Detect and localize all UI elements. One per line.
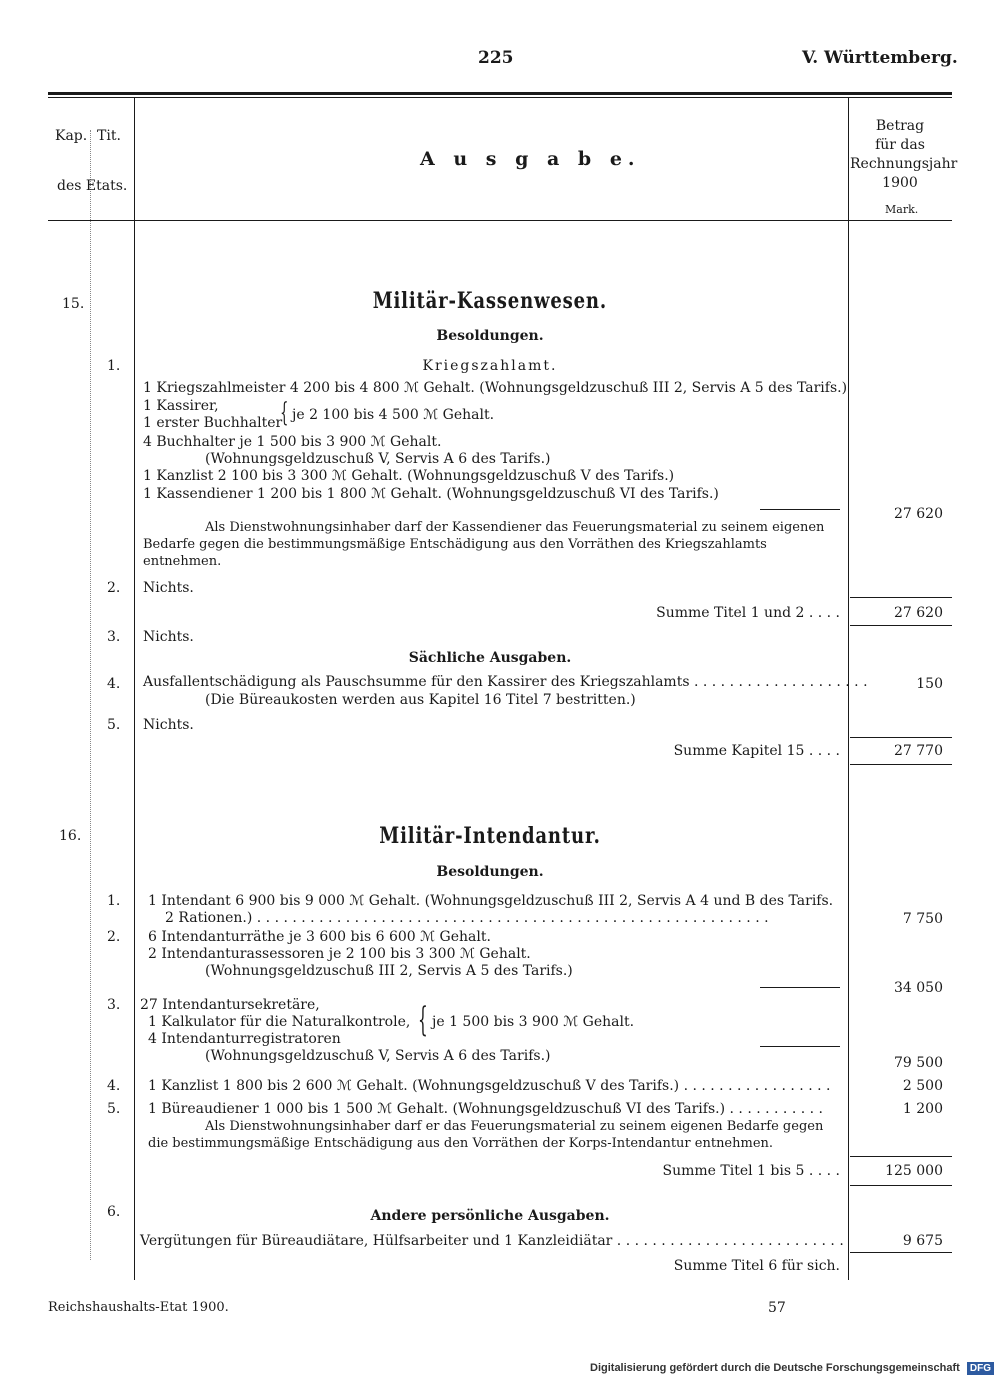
kap15-t4-amount: 150 xyxy=(916,676,943,692)
footer-page-number: 57 xyxy=(768,1300,786,1316)
kap16-t3-amount: 79 500 xyxy=(894,1055,943,1071)
kap15-subtitle: Besoldungen. xyxy=(436,328,544,344)
kap16-t2-line1: 6 Intendanturräthe je 3 600 bis 6 600 ℳ Gehalt. xyxy=(148,929,491,945)
brace-icon: { xyxy=(417,1000,428,1040)
kap16-t1-number: 1. xyxy=(107,893,121,909)
kap15-t1-number: 1. xyxy=(107,358,121,374)
section-title: V. Württemberg. xyxy=(802,48,958,68)
kap15-line-wohnungsgeld: (Wohnungsgeldzuschuß V, Servis A 6 des Tarifs.) xyxy=(205,451,551,467)
kap16-t3-line4: (Wohnungsgeldzuschuß V, Servis A 6 des Tarifs.) xyxy=(205,1048,551,1064)
kap16-t1-line1: 1 Intendant 6 900 bis 9 000 ℳ Gehalt. (Wohnungsgeldzuschuß III 2, Servis A 4 und B des Tarifs. xyxy=(148,893,834,909)
kap15-title: Militär-Kassenwesen. xyxy=(372,288,608,314)
kap16-t3-line1: 27 Intendantursekretäre, xyxy=(140,997,320,1013)
kap15-t2-text: Nichts. xyxy=(143,580,194,596)
kap16-sum6-label: Summe Titel 6 für sich. xyxy=(673,1258,840,1274)
kap15-sach-heading: Sächliche Ausgaben. xyxy=(408,650,572,666)
top-rule-thin xyxy=(48,97,952,98)
kap15-note-line1: Als Dienstwohnungsinhaber darf der Kassendiener das Feuerungsmaterial zu seinem eigenen xyxy=(205,520,825,535)
footer-left: Reichshaushalts-Etat 1900. xyxy=(48,1300,229,1315)
kap16-t6-text: Vergütungen für Büreaudiätare, Hülfsarbeiter und 1 Kanzleidiätar . . . . . . . . . . . . . . . . . . . . . . . . . . xyxy=(140,1233,844,1249)
kap16-t5-text: 1 Büreaudiener 1 000 bis 1 500 ℳ Gehalt. (Wohnungsgeldzuschuß VI des Tarifs.) . . . . . . . . . . . xyxy=(148,1101,823,1117)
kap16-number: 16. xyxy=(59,828,82,844)
sum-rule xyxy=(850,625,952,626)
kap16-sum15-amount: 125 000 xyxy=(885,1163,943,1179)
kap15-title-wrap xyxy=(340,288,640,314)
heading-ausgabe: A u s g a b e. xyxy=(420,148,641,170)
sum-rule xyxy=(850,597,952,598)
kap15-t5-number: 5. xyxy=(107,717,121,733)
kap16-t2-number: 2. xyxy=(107,929,121,945)
subtotal-rule xyxy=(760,987,840,988)
dfg-logo: DFG xyxy=(967,1362,994,1375)
header-kap: Kap. xyxy=(55,128,88,144)
header-des-etats: des Etats. xyxy=(57,178,128,194)
kap15-t4-note: (Die Büreaukosten werden aus Kapitel 16 Titel 7 bestritten.) xyxy=(205,692,636,708)
kap15-number: 15. xyxy=(62,296,85,312)
sum-rule xyxy=(850,1252,952,1253)
kap15-note-line2: Bedarfe gegen die bestimmungsmäßige Entschädigung aus den Vorräthen des Kriegszahlamts xyxy=(143,537,767,552)
kap15-line-buchhalter-erster: 1 erster Buchhalter xyxy=(143,415,283,431)
kap16-title: Militär-Intendantur. xyxy=(379,823,601,849)
kap15-sum12-label: Summe Titel 1 und 2 . . . . xyxy=(656,605,840,621)
kap16-t2-amount: 34 050 xyxy=(894,980,943,996)
kap15-sum-label: Summe Kapitel 15 . . . . xyxy=(673,743,840,759)
kap16-t3-number: 3. xyxy=(107,997,121,1013)
kap16-t6-number: 6. xyxy=(107,1204,121,1220)
digitization-text: Digitalisierung gefördert durch die Deutsche Forschungsgemeinschaft xyxy=(590,1362,960,1374)
kap15-sum12-amount: 27 620 xyxy=(894,605,943,621)
kap15-t5-text: Nichts. xyxy=(143,717,194,733)
digitization-note xyxy=(590,1362,994,1375)
kap16-t4-text: 1 Kanzlist 1 800 bis 2 600 ℳ Gehalt. (Wohnungsgeldzuschuß V des Tarifs.) . . . . . . . . . . . . . . . . . xyxy=(148,1078,831,1094)
kap16-t5-note1: Als Dienstwohnungsinhaber darf er das Feuerungsmaterial zu seinem eigenen Bedarfe gegen xyxy=(205,1119,824,1134)
kap16-t5-amount: 1 200 xyxy=(902,1101,943,1117)
kap16-t3-line3: 4 Intendanturregistratoren xyxy=(148,1031,341,1047)
kap15-line-kriegszahlmeister: 1 Kriegszahlmeister 4 200 bis 4 800 ℳ Gehalt. (Wohnungsgeldzuschuß III 2, Servis A 5 des Tarifs.) xyxy=(143,380,848,396)
kap15-t3-text: Nichts. xyxy=(143,629,194,645)
kap15-t1-amount: 27 620 xyxy=(894,506,943,522)
betrag-line2: für das xyxy=(875,137,925,153)
kap16-t2-line3: (Wohnungsgeldzuschuß III 2, Servis A 5 des Tarifs.) xyxy=(205,963,573,979)
kap16-t4-amount: 2 500 xyxy=(902,1078,943,1094)
kap16-t2-line2: 2 Intendanturassessoren je 2 100 bis 3 300 ℳ Gehalt. xyxy=(148,946,531,962)
subtotal-rule xyxy=(760,1046,840,1047)
kap15-t4-number: 4. xyxy=(107,676,121,692)
brace-icon: { xyxy=(280,398,289,428)
sum-rule xyxy=(850,1156,952,1157)
top-rule-thick xyxy=(48,92,952,95)
betrag-year: 1900 xyxy=(882,175,918,191)
kap15-line-buchhalter: 4 Buchhalter je 1 500 bis 3 900 ℳ Gehalt. xyxy=(143,434,442,450)
sum-rule xyxy=(850,1185,952,1186)
kap15-sum-amount: 27 770 xyxy=(894,743,943,759)
kap15-t1-heading: Kriegszahlamt. xyxy=(422,358,558,374)
betrag-line1: Betrag xyxy=(875,118,925,134)
column-divider-left xyxy=(134,97,135,1280)
subtotal-rule xyxy=(760,509,840,510)
column-divider-kap-tit xyxy=(90,130,91,1260)
kap16-subtitle: Besoldungen. xyxy=(436,864,544,880)
betrag-line3: Rechnungsjahr xyxy=(850,156,958,172)
kap16-t4-number: 4. xyxy=(107,1078,121,1094)
sum-rule xyxy=(850,737,952,738)
page-number: 225 xyxy=(478,48,514,68)
kap16-t6-amount: 9 675 xyxy=(902,1233,943,1249)
kap15-note-line3: entnehmen. xyxy=(143,554,222,569)
kap16-t3-line2: 1 Kalkulator für die Naturalkontrole, xyxy=(148,1014,411,1030)
header-tit: Tit. xyxy=(97,128,121,144)
kap16-t5-note2: die bestimmungsmäßige Entschädigung aus den Vorräthen der Korps-Intendantur entnehmen. xyxy=(148,1136,774,1151)
header-bottom-rule xyxy=(48,220,952,221)
kap15-t4-text: Ausfallentschädigung als Pauschsumme für den Kassirer des Kriegszahlamts . . . . . . . . . . . . . . . . . . . . xyxy=(143,674,868,690)
kap15-line-je-gehalt: je 2 100 bis 4 500 ℳ Gehalt. xyxy=(292,407,495,423)
sum-rule xyxy=(850,764,952,765)
kap15-line-kassendiener: 1 Kassendiener 1 200 bis 1 800 ℳ Gehalt. (Wohnungsgeldzuschuß VI des Tarifs.) xyxy=(143,486,719,502)
kap16-title-wrap xyxy=(340,823,640,849)
kap15-line-kanzlist: 1 Kanzlist 2 100 bis 3 300 ℳ Gehalt. (Wohnungsgeldzuschuß V des Tarifs.) xyxy=(143,468,675,484)
unit-mark: Mark. xyxy=(885,203,919,216)
kap15-line-kassirer: 1 Kassirer, xyxy=(143,398,219,414)
kap15-t2-number: 2. xyxy=(107,580,121,596)
kap16-sum15-label: Summe Titel 1 bis 5 . . . . xyxy=(662,1163,840,1179)
kap15-t3-number: 3. xyxy=(107,629,121,645)
kap16-t1-line2: 2 Rationen.) . . . . . . . . . . . . . . . . . . . . . . . . . . . . . . . . . . . . . . . . . . . . . . . . . . . . . . . . . . xyxy=(165,910,769,926)
kap16-t3-je-gehalt: je 1 500 bis 3 900 ℳ Gehalt. xyxy=(432,1014,635,1030)
kap16-t6-heading: Andere persönliche Ausgaben. xyxy=(370,1208,610,1224)
kap16-t5-number: 5. xyxy=(107,1101,121,1117)
kap16-t1-amount: 7 750 xyxy=(902,911,943,927)
